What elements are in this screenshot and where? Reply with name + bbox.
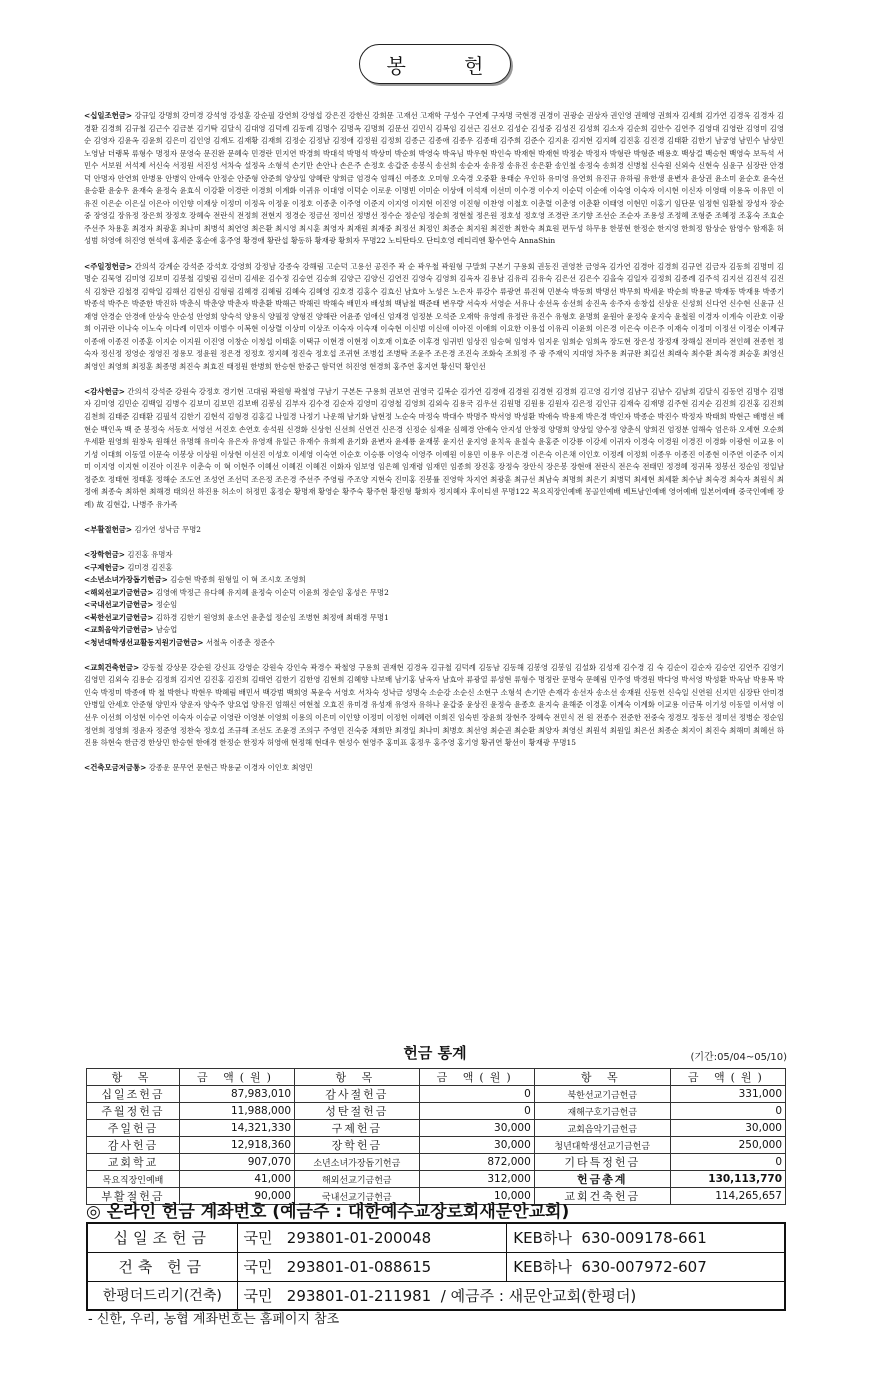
- mini-row: [84, 612, 784, 625]
- bank-name: 국민: [243, 1229, 273, 1248]
- section-names: 강종운 문무연 문현근 박용균 이경자 이인호 최영민: [148, 763, 313, 773]
- section-names: 간의석 강석준 강원숙 강정호 경기현 고대림 곽원형 곽철영 구남기 구본돈 구용희 권보연 권영국 길복순 김가연 김경애 김경원 김경현 김경희 김고영 김기영 김남구 김남수 김남희 김달식 김동연 김명수 김명자 김미영 김민순 김백일 김병수 김보미 김보민 김보배 김봉심 김부자 김수경 김순자 김영미 김영철 김영희 김외숙 김용국 김우선 김원명 김원용 김원자 김은정 김인규 김재숙 김재명 김주현 김지순 김진희 김진홍 김진희 김천희 김태준 김태환 김필석 김한기 김현석 김형경 김홍길 나일경 나정기 나운해 남기화 남현정 노순숙 마정숙 박대수 박명주 박서영 박성환 박애숙 박용재 박은경 박인자 박종순 박진수 박정자 박태희 박현근 배병선 배현순 백인옥 백 준 봉정숙 서동호 서영선 서진호 손연호 송석원 신경화 신상헌 신선희 신연건 신은경 신정순 심재윤 심혜경 안애숙 안지성 안창정 양명희 양상일 양수정 양춘식 양희진 엄정분 엄해숙 엄은하 오세현 오순희 우세환 원영희 원창욱 원해선 유명해 유미숙 유은자 유영재 유일근 유재수 유희제 윤기화 윤변자 윤세룡 윤재봉 윤지선 윤지영 윤치욱 윤칠숙 윤홍준 이강룡 이강세 이귀자 이경숙 이경원 이경진 이경화 이광현 이교용 이기성 이대희 이동열 이문숙 이봉상 이상원 이상현 이선진 이성호 이세영 이숙연 이순호 이승룡 이영숙 이영주 이예원 이용민 이용우 이은경 이은숙 이은채 이인호 이정례 이정희 이종우 이종진 이종현 이주연 이준주 이지미 이지영 이지현 이진아 이진우 이춘숙 이 혁 이현주 이혜선 이혜진 이혜진 이화자 임보영 임은혜 임재령 임재민 임종희 장진홍 장정숙 장안식 장은봉 장현애 전란식 전은숙 전태민 정경혜 정귀복 정봉선 정순임 정일남 정준호 정태현 정태훈 정해순 조도연 조성연 조선덕 조은정 조은경 주선주 주영림 주조양 지현숙 진미홍 진봉률 진영학 차지연 최광훈 최규선 최남숙 최명희 최은기 최병덕 최세현 최세환 최수남 최숙경 최숙자 최원식 최정애 최종숙 최하현 최해경 태의선 하진용 허소이 허정민 홍정순 황명재 황영순 황주숙 황주현 황진형 황희자 정지혜자 후이티센 무명122 목요직장인예배 몽골인예배 베트남인예배 영어예배 일본어예배 중국인예배 장례) 故 김현갑, 나병주 유가족: [84, 386, 784, 509]
- stat-value: 872,000: [419, 1154, 534, 1171]
- table-row: [87, 1154, 786, 1171]
- stat-value: 30,000: [419, 1120, 534, 1137]
- account-primary: [237, 1252, 507, 1281]
- stat-total-value: 130,113,770: [670, 1171, 785, 1188]
- section-label: <해외선교기금헌금>: [84, 587, 154, 597]
- col-header-item: 항 목: [534, 1069, 670, 1086]
- section-tithe: [84, 110, 784, 248]
- section-names: 김하경 김한기 원영희 윤소연 윤춘섭 정순임 조병현 최정애 최태경 무명1: [155, 612, 389, 622]
- stat-total-name: 헌금총계: [534, 1171, 670, 1188]
- section-names: 서철옥 이종춘 정준수: [205, 637, 275, 647]
- section-names: 김승현 박종희 원형일 이 혁 조시호 조영희: [170, 575, 306, 585]
- account-holder: / 예금주 : 새문안교회(한평더): [440, 1286, 637, 1305]
- stat-name: 교회음악기금헌금: [534, 1120, 670, 1137]
- stat-value: 331,000: [670, 1086, 785, 1103]
- stat-value: 87,983,010: [179, 1086, 294, 1103]
- table-row: [87, 1103, 786, 1120]
- account-number[interactable]: 293801-01-200048: [286, 1229, 432, 1248]
- mini-row: [84, 562, 784, 575]
- section-label: <교회음악기금헌금>: [84, 625, 154, 635]
- account-primary: [237, 1223, 507, 1252]
- bank-name: 국민: [243, 1258, 273, 1276]
- account-number[interactable]: 630-009178-661: [581, 1229, 707, 1248]
- stat-name: 부활절헌금: [87, 1188, 180, 1205]
- mini-row: [84, 624, 784, 637]
- section-label: <구제헌금>: [84, 562, 125, 572]
- section-names: 강동철 강상문 강순원 강신표 강영순 강원숙 강인숙 곽경수 곽철영 구용희 권재현 김경옥 김규철 김덕례 김동남 김동해 김봉영 김봉임 김설화 김성재 김수경 김 숙 김순이 김순자 김승연 김연주 김영기 김영민 김외숙 김용순 김정희 김지연 김진홍 김진희 김태연 김한기 김한영 김현희 김혜향 나보배 남기홍 남옥자 남효아 류광열 류성현 류형수 명정란 문명숙 문혜림 민주영 박경원 박다영 박서영 박성환 박옥남 박용복 박인숙 박정미 박종애 박 철 박한나 박현우 박혜림 배민서 백강범 백희영 복윤숙 서영호 서차숙 성낙금 성명숙 소순강 소순신 소현구 소형석 손기만 손재각 송선자 송소선 송재원 신동헌 신숙일 신연원 신지민 심장탄 안미경 안병일 안세호 안준형 양민자 양운자 양숙주 양요엽 양유진 엄해신 여현철 오효진 유미경 유성재 유영자 유하나 윤갑중 윤상진 윤정숙 윤종호 윤지숙 윤해준 이경훈 이계숙 이계화 이교용 이금복 이기성 이동열 이서영 이선우 이선희 이성현 이수연 이숙자 이승균 이영란 이영분 이영희 이용의 이은미 이인향 이정미 이정헌 이혜련 이희진 임숙빈 장윤희 장현주 장혜숙 전민식 전 원 전종수 전준한 전중숙 정경모 정동선 정미선 정병순 정순임 정연희 정영희 정윤자 정준영 정찬숙 정호섭 조규해 조선도 조윤경 조의구 주영민 진숙중 채희만 최경일 최나미 최병호 최선영 최순권 최순환 최양자 최영신 최원석 최원일 최은선 최종순 최지이 최진숙 최해미 최혜선 하진용 하현숙 한금경 한상민 한승현 한애경 한정순 한정자 허영애 현정해 현대우 현성수 현영주 홍미표 홍정우 홍주영 홍기영 황귀연 황선이 황재광 무명15: [84, 662, 784, 748]
- stats-period: (기간:05/04~05/10): [690, 1052, 787, 1063]
- stat-name: 장학헌금: [295, 1137, 419, 1154]
- stat-name: 기타특정헌금: [534, 1154, 670, 1171]
- section-building: [84, 662, 784, 750]
- table-row: [87, 1086, 786, 1103]
- section-label: <북한선교기금헌금>: [84, 612, 154, 622]
- page-title: 봉 헌: [359, 44, 511, 84]
- account-secondary: [507, 1252, 785, 1281]
- account-label: 한평더드리기(건축): [87, 1281, 237, 1310]
- section-label: <주일정헌금>: [84, 261, 133, 271]
- stat-value: 14,321,330: [179, 1120, 294, 1137]
- account-row: [87, 1223, 785, 1252]
- col-header-amount: 금 액(원): [670, 1069, 785, 1086]
- stat-value: 250,000: [670, 1137, 785, 1154]
- section-building-bank: [84, 762, 784, 775]
- stat-name: 주월정헌금: [87, 1103, 180, 1120]
- stat-value: 114,265,657: [670, 1188, 785, 1205]
- stat-value: 0: [670, 1154, 785, 1171]
- stats-title: 헌금 통계: [403, 1044, 467, 1062]
- table-row: [87, 1171, 786, 1188]
- stat-name: 북한선교기금헌금: [534, 1086, 670, 1103]
- section-monthly: [84, 261, 784, 374]
- stat-name: 해외선교기금헌금: [295, 1171, 419, 1188]
- stat-name: 십일조헌금: [87, 1086, 180, 1103]
- stat-value: 41,000: [179, 1171, 294, 1188]
- section-label: <건축모금저금통>: [84, 763, 147, 773]
- mini-row: [84, 549, 784, 562]
- stat-name: 목요직장인예배: [87, 1171, 180, 1188]
- stats-header-row: [87, 1069, 786, 1086]
- section-label: <십일조헌금>: [84, 111, 133, 120]
- accounts-table: [86, 1222, 786, 1311]
- stat-value: 90,000: [179, 1188, 294, 1205]
- section-names: 정순임: [155, 600, 178, 610]
- section-names: 강규일 강명희 강미경 강석영 강성훈 강순필 강연희 강영섭 강은진 강한신 강희문 고재선 고재학 구성수 구연제 구자명 국현경 권경이 권광순 권상자 권인영 권혜영 권희자 김세희 김가연 김경욱 김경자 김경환 김경희 김규철 김근수 김금분 김기탁 김달식 김대영 김덕례 김동례 김명수 김명옥 김명희 김문선 김민식 김복임 김선근 김선오 김성순 김성중 김성진 김성희 김소자 김순희 김안수 김연주 김영대 김영란 김영미 김영순 김영자 김윤옥 김윤희 김은미 김인영 김재도 김재황 김재희 김정순 김정남 김정애 김정원 김정희 김종근 김종애 김종우 김종태 김주희 김준수 김지윤 김지현 김지혜 김진홍 김진경 김태환 김한기 남궁영 남민수 남상민 노영남 더랭복 류형수 명정자 문영숙 문진완 문혜숙 민경란 민지연 박경희 박대석 박명석 박상미 박순희 박영숙 박옥님 박우현 박인숙 박재현 박재현 박정순 박정자 박형란 박형준 배용호 백상걸 백승현 백영숙 보득석 서민수 서보원 서석제 서신숙 서정원 서진성 서차숙 설정옥 소형석 손기만 손안나 손은주 손정호 송갑준 송봉식 송선희 송순자 송유정 송유진 송은환 송인철 송정숙 송희경 신병철 신숙원 신외숙 신현숙 심윤구 심장란 안경덕 안명자 안연희 안병용 안병익 안애숙 안정순 안준형 안준희 양상일 양혜란 양희금 엄경숙 엄해신 여종호 오미형 오숙경 오중환 용태순 우인하 유미영 유연희 유진규 유하림 유한생 윤변자 윤상권 윤소미 윤순호 윤숙선 윤승환 윤숭우 윤재숙 윤정숙 윤효식 이강환 이경란 이경희 이계화 이귀유 이대영 이덕순 이로운 이명빈 이미순 이상애 이석재 이선미 이수경 이수지 이순덕 이순애 이숙영 이숙자 이시현 이신자 이영태 이용옥 이유민 이유진 이은순 이은실 이은아 이인향 이재상 이정미 이정옥 이정윤 이정호 이종춘 이주영 이준지 이지영 이지현 이진영 이진형 이찬영 이철호 이춘렬 이춘영 이춘환 이태영 이현민 이홍기 임단문 임정현 임환철 장성자 장순중 장영길 장유정 장은희 장정호 장혜숙 전란식 전정희 전현지 정경순 정금선 정미선 정병선 정수순 정순임 정순희 정현철 정은원 정호성 정호영 조경란 조기향 조선순 조순자 조용성 조정혜 조형준 조혜정 조홍숙 조효순 주선주 차용훈 최경자 최광훈 최나미 최병석 최연영 최은환 최시영 최시훈 최영자 최재원 최재중 최정선 최정인 최종순 최지원 최진한 최한숙 최효원 편두성 하무용 한봉현 한정순 한지영 한희정 함상순 함영수 함재훈 허성범 허영애 허진영 현석애 홍세준 홍순애 홍주영 황경애 황란섭 황동하 황재광 황희자 무명22 노티탄타오 단티호영 레티리엔 황수연숙 AnnaShin: [84, 111, 784, 246]
- mini-row: [84, 637, 784, 650]
- col-header-amount: 금 액(원): [419, 1069, 534, 1086]
- stat-value: 907,070: [179, 1154, 294, 1171]
- stat-name: 교회건축헌금: [534, 1188, 670, 1205]
- section-names: 김영애 박정근 유다혜 유지혜 윤정숙 이순덕 이윤희 정순임 홍성은 무명2: [155, 587, 389, 597]
- account-primary: [237, 1281, 785, 1310]
- bank-name: KEB하나: [513, 1229, 572, 1248]
- mini-row: [84, 599, 784, 612]
- accounts-note: - 신한, 우리, 농협 계좌번호는 홈페이지 참조: [88, 1312, 340, 1327]
- col-header-item: 항 목: [295, 1069, 419, 1086]
- mini-row: [84, 574, 784, 587]
- section-names: 김가연 성낙금 무명2: [134, 524, 201, 534]
- stat-name: 감사절헌금: [295, 1086, 419, 1103]
- stat-name: 국내선교기금헌금: [295, 1188, 419, 1205]
- section-names: 김미경 김진홍: [127, 562, 173, 572]
- table-row: [87, 1120, 786, 1137]
- section-label: <장학헌금>: [84, 549, 125, 559]
- account-label: 건축 헌금: [87, 1252, 237, 1281]
- account-number[interactable]: 293801-01-088615: [286, 1258, 432, 1276]
- section-names: 김진홍 유명자: [127, 549, 173, 559]
- account-number[interactable]: 293801-01-211981: [286, 1286, 432, 1305]
- stat-value: 30,000: [670, 1120, 785, 1137]
- stat-value: 312,000: [419, 1171, 534, 1188]
- stat-name: 교회학교: [87, 1154, 180, 1171]
- mini-row: [84, 587, 784, 600]
- account-row: [87, 1252, 785, 1281]
- col-header-item: 항 목: [87, 1069, 180, 1086]
- stat-value: 0: [670, 1103, 785, 1120]
- stat-value: 30,000: [419, 1137, 534, 1154]
- stat-name: 주일헌금: [87, 1120, 180, 1137]
- stat-value: 0: [419, 1086, 534, 1103]
- stat-value: 12,918,360: [179, 1137, 294, 1154]
- section-mini-list: [84, 549, 784, 649]
- stat-name: 재해구호기금헌금: [534, 1103, 670, 1120]
- stat-value: 10,000: [419, 1188, 534, 1205]
- stat-value: 11,988,000: [179, 1103, 294, 1120]
- section-easter: [84, 524, 784, 537]
- title-wrap: [0, 44, 870, 84]
- accounts-title: ◎ 온라인 헌금 계좌번호 (예금주 : 대한예수교장로회새문안교회): [86, 1202, 570, 1222]
- account-secondary: [507, 1223, 785, 1252]
- section-label: <부활절헌금>: [84, 524, 133, 534]
- stat-name: 성탄절헌금: [295, 1103, 419, 1120]
- account-row: [87, 1281, 785, 1310]
- stat-name: 감사헌금: [87, 1137, 180, 1154]
- section-label: <국내선교기금헌금>: [84, 600, 154, 610]
- stats-table: [86, 1068, 786, 1205]
- stat-name: 구제헌금: [295, 1120, 419, 1137]
- account-label: 십일조헌금: [87, 1223, 237, 1252]
- account-number[interactable]: 630-007972-607: [581, 1258, 707, 1276]
- section-label: <청년대학생선교활동지원기금헌금>: [84, 637, 204, 647]
- section-thanks: [84, 386, 784, 511]
- stat-name: 소년소녀가장돕기헌금: [295, 1154, 419, 1171]
- section-label: <감사헌금>: [84, 386, 125, 396]
- offering-lists: [84, 110, 784, 787]
- stat-name: 청년대학생선교기금헌금: [534, 1137, 670, 1154]
- bank-name: 국민: [243, 1286, 273, 1305]
- table-row: [87, 1137, 786, 1154]
- section-label: <소년소녀가장돕기헌금>: [84, 575, 168, 585]
- section-names: 남승업: [155, 625, 178, 635]
- section-names: 간의석 강계순 강석준 강석호 강영희 강정남 강종숙 강해림 고순덕 고용선 공진주 곽 순 곽우철 곽원형 구말희 구본기 구용회 권동진 권영찬 금영옥 김가연 김경아 김경희 김규연 김금자 김동희 김명미 김명순 김묵영 김미영 김보미 김봉철 김빛림 김선미 김세운 김수정 김승연 김승희 김양근 김양신 김연진 김영숙 김영희 김옥자 김용남 김유리 김유숙 김은선 김은수 김을숙 김일자 김정희 김종례 김주석 김지선 김진석 김진식 김창란 김철경 김학일 김해선 김현심 김형림 김혜경 김혜림 김혜숙 김혜영 김호경 김홍수 김효신 남효아 노성은 노은자 류강수 류광연 류진혁 민분숙 박동희 박명선 박무희 박세윤 박순희 박용균 박재동 박재용 박종기 박종석 박주은 박준한 박진하 박춘식 박춘양 박춘자 박춘환 박해근 박해린 박해숙 배민자 배성희 백남철 백준태 변우량 서숙자 서영순 서유나 송선옥 송선희 송진옥 송주자 송창섭 신상운 신성희 신다연 신수현 신윤규 신재영 안경순 안경애 안상숙 안순성 안영희 양숙석 양용식 양필정 양형진 양해란 어윤종 엄애신 엄재경 엄정분 오석준 오재학 유영례 유정란 유진수 유형호 윤명희 윤원아 윤정숙 윤지숙 윤철원 이경자 이계숙 이관호 이광희 이귀란 이나숙 이노숙 이다례 이민자 이범수 이복현 이상렬 이상미 이상조 이숙자 이숙재 이숙현 이신범 이신애 이아진 이애희 이요한 이용섭 이유리 이윤희 이은경 이은숙 이은주 이재숙 이정미 이정선 이정순 이제규 이종애 이종진 이종훈 이지순 이지원 이진영 이창순 이청섭 이태훈 이택규 이현경 이현정 이호재 이효준 이후경 임귀빈 임상진 임승혁 임영자 임지운 임희순 임희옥 장도현 장은성 장정재 장해실 전미라 전인혜 전종헌 정숙자 정신정 정영순 정영진 정용모 정윤원 정은경 정정호 정지혜 정진숙 정호섭 조귀현 조병섭 조병탁 조윤주 조은경 조진숙 조화숙 조희정 주 광 주재익 지대영 차주용 최규완 최길선 최래숙 최수환 최숙경 최승훈 최영신 최영인 최영희 최정훈 최종명 최진숙 최효진 태정원 한병희 한승현 한중근 함덕연 허진영 현경희 홍주연 홍지연 황신덕 황인선: [84, 261, 784, 371]
- bank-name: KEB하나: [513, 1258, 572, 1276]
- col-header-amount: 금 액(원): [179, 1069, 294, 1086]
- section-label: <교회건축헌금>: [84, 662, 140, 672]
- stat-value: 0: [419, 1103, 534, 1120]
